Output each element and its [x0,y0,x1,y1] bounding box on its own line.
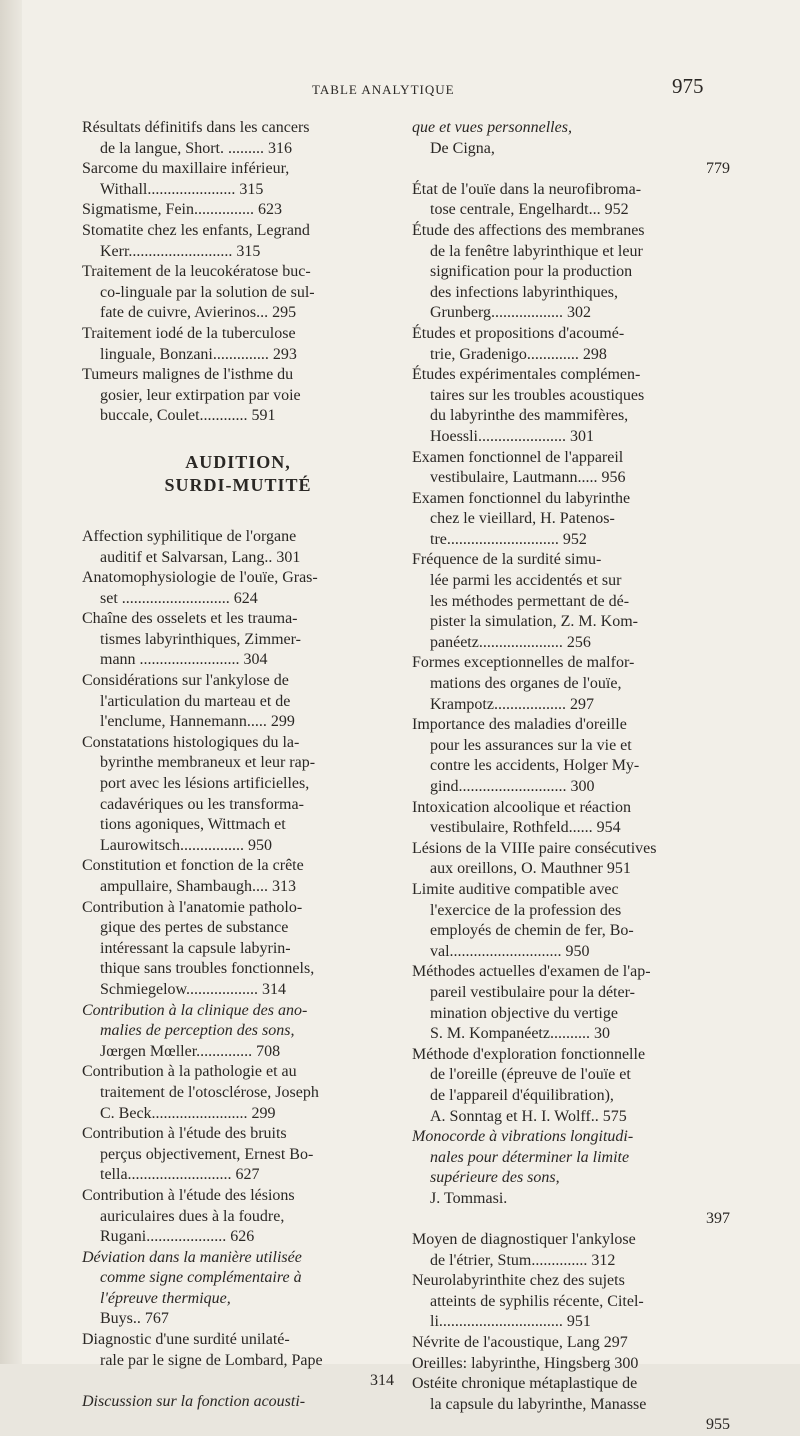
index-entry [82,324,394,365]
index-entry [412,180,730,221]
entry-line: linguale, Bonzani.............. 293 [100,345,297,363]
page-header [22,74,782,104]
entry-line: taires sur les troubles acoustiques [430,386,645,404]
entry-line: de l'étrier, Stum.............. 312 [430,1251,616,1269]
entry-line: vestibulaire, Lautmann..... 956 [430,469,626,487]
index-entry [82,1124,394,1186]
entry-line: Étude des affections des membranes [412,221,645,239]
index-entry [412,1127,730,1230]
index-entry [412,365,730,447]
entry-line: Affection syphilitique de l'organe [82,527,297,545]
entry-line: Examen fonctionnel du labyrinthe [412,489,631,507]
entry-line: pister la simulation, Z. M. Kom- [430,613,638,631]
entry-line: auriculaires dues à la foudre, [100,1207,285,1225]
entry-line: auditif et Salvarsan, Lang.. 301 [100,548,301,566]
entry-line: panéetz..................... 256 [430,633,591,651]
entry-line: Schmiegelow.................. 314 [100,980,287,998]
entry-line-italic: que et vues personnelles, [412,119,572,136]
entry-line: signification pour la production [430,263,633,281]
entry-line: Contribution à l'anatomie patholo- [82,898,303,916]
index-entry [412,324,730,365]
entry-line: pour les assurances sur la vie et [430,736,632,754]
entry-line: Contribution à la pathologie et au [82,1063,297,1081]
index-entry [82,159,394,200]
entry-line: lée parmi les accidentés et sur [430,572,622,590]
left-entries [82,527,394,1413]
entry-line: Grunberg.................. 302 [430,304,592,322]
entry-line: la capsule du labyrinthe, Manasse [430,1395,647,1413]
entry-line: byrinthe membraneux et leur rap- [100,754,316,772]
entry-line: C. Beck........................ 299 [100,1104,276,1122]
entry-line: Buys.. 767 [100,1310,169,1328]
index-entry [82,1330,394,1392]
index-entry [82,856,394,897]
entry-line: tions agoniques, Wittmach et [100,816,286,834]
entry-line: contre les accidents, Holger My- [430,757,640,775]
index-entry [82,898,394,1001]
index-entry [82,671,394,733]
entry-line: li............................... 951 [430,1313,591,1331]
entry-line: tella.......................... 627 [100,1166,260,1184]
entry-line: Formes exceptionnelles de malfor- [412,654,635,672]
entry-line: trie, Gradenigo............. 298 [430,345,607,363]
entry-line: Études expérimentales complémen- [412,366,641,384]
entry-line: S. M. Kompanéetz.......... 30 [430,1025,610,1043]
entry-line: aux oreillons, O. Mauthner 951 [430,860,631,878]
entry-line: gind........................... 300 [430,778,595,795]
entry-line: De Cigna, [430,139,495,157]
entry-line: Traitement de la leucokératose buc- [82,263,311,281]
entry-line: mann ......................... 304 [100,651,268,669]
index-entry [412,715,730,797]
entry-line: Krampotz.................. 297 [430,695,594,713]
index-entry [412,798,730,839]
index-entry [82,262,394,324]
entry-line: 955 [706,1416,730,1434]
entry-line: gique des pertes de substance [100,919,289,937]
page-number: 975 [672,74,704,98]
entry-line: Études et propositions d'acoumé- [412,324,625,342]
index-entry [412,221,730,324]
entry-line-italic: malies de perception des sons, [100,1022,295,1040]
entry-line: du labyrinthe des mammifères, [430,407,629,425]
entry-line: des infections labyrinthiques, [430,283,618,301]
entry-line: Anatomophysiologie de l'ouïe, Gras- [82,569,318,587]
index-entry [82,609,394,671]
entry-line-italic: Contribution à la clinique des ano- [82,1001,308,1019]
index-entry [412,653,730,715]
index-entry [412,1230,730,1271]
entry-line: employés de chemin de fer, Bo- [430,922,634,940]
entry-line-italic: supérieure des sons, [430,1169,560,1187]
entry-line: Oreilles: labyrinthe, Hingsberg 300 [412,1354,639,1372]
index-entry [82,527,394,568]
entry-line: pareil vestibulaire pour la déter- [430,983,635,1001]
entry-line: 779 [706,160,730,178]
entry-line: Limite auditive compatible avec [412,880,619,898]
entry-line-italic: l'épreuve thermique, [100,1289,231,1307]
entry-line: de la langue, Short. ......... 316 [100,139,292,157]
index-entry [82,733,394,857]
entry-line: rale par le signe de Lombard, Pape [100,1351,323,1369]
section-title [82,451,394,497]
index-entry [412,448,730,489]
entry-line: val............................ 950 [430,942,590,960]
entry-line: État de l'ouïe dans la neurofibroma- [412,180,642,198]
entry-line: Tumeurs malignes de l'isthme du [82,366,294,384]
entry-line-italic: comme signe complémentaire à [100,1269,302,1287]
entry-line: 314 [370,1372,394,1390]
left-column [82,118,394,1412]
index-entry [82,568,394,609]
entry-line: traitement de l'otosclérose, Joseph [100,1083,319,1101]
entry-line: Contribution à l'étude des lésions [82,1186,295,1204]
index-entry [412,489,730,551]
entry-line: vestibulaire, Rothfeld...... 954 [430,819,621,837]
entry-line: cadavériques ou les transforma- [100,795,304,813]
index-entry [412,118,730,180]
entry-line: Névrite de l'acoustique, Lang 297 [412,1334,628,1352]
entry-line: Stomatite chez les enfants, Legrand [82,221,310,239]
entry-line: Ostéite chronique métaplastique de [412,1375,638,1393]
entry-line: de l'appareil d'équilibration), [430,1086,614,1104]
entry-line-italic: nales pour déterminer la limite [430,1148,630,1166]
entry-line: Considérations sur l'ankylose de [82,672,289,690]
entry-line: port avec les lésions artificielles, [100,775,310,793]
entry-line: Rugani.................... 626 [100,1228,255,1246]
entry-line: Sarcome du maxillaire inférieur, [82,160,290,178]
entry-line: fate de cuivre, Avierinos... 295 [100,304,297,322]
entry-line: Hoessli...................... 301 [430,427,594,445]
entry-line: chez le vieillard, H. Patenos- [430,510,615,528]
entry-line: Moyen de diagnostiquer l'ankylose [412,1231,636,1249]
entry-line: buccale, Coulet............ 591 [100,407,276,425]
entry-line: gosier, leur extirpation par voie [100,386,301,404]
entry-line: mination objective du vertige [430,1004,618,1022]
section-title-line-1: AUDITION, [185,451,291,472]
entry-line: de l'oreille (épreuve de l'ouïe et [430,1066,631,1084]
index-entry [412,1333,730,1354]
entry-line: intéressant la capsule labyrin- [100,939,291,957]
entry-line: Méthode d'exploration fonctionnelle [412,1045,646,1063]
entry-line: Kerr.......................... 315 [100,242,261,260]
index-entry [82,1062,394,1124]
entry-line: Constatations histologiques du la- [82,733,300,751]
entry-line: set ........................... 624 [100,589,258,607]
index-entry [82,200,394,221]
index-entry [82,1248,394,1330]
entry-line: tismes labyrinthiques, Zimmer- [100,630,301,648]
entry-line: atteints de syphilis récente, Citel- [430,1292,644,1310]
entry-line: Importance des maladies d'oreille [412,716,627,734]
entry-line-italic: Monocorde à vibrations longitudi- [412,1128,634,1146]
entry-line: perçus objectivement, Ernest Bo- [100,1145,314,1163]
entry-line: l'articulation du marteau et de [100,692,291,710]
index-entry [82,1392,394,1413]
index-entry [82,118,394,159]
entry-line: Sigmatisme, Fein............... 623 [82,201,282,219]
index-entry [412,880,730,962]
index-entry [412,1374,730,1436]
entry-line: co-linguale par la solution de sul- [100,283,315,301]
index-entry [82,221,394,262]
entry-line: Chaîne des osselets et les trauma- [82,610,298,628]
index-entry [412,1045,730,1127]
index-entry [82,365,394,427]
left-entries-top [82,118,394,427]
entry-line: Intoxication alcoolique et réaction [412,798,632,816]
entry-line: Traitement iodé de la tuberculose [82,324,296,342]
entry-line-italic: Déviation dans la manière utilisée [82,1248,302,1266]
right-column [412,118,730,1436]
entry-line: mations des organes de l'ouïe, [430,675,622,693]
entry-line: de la fenêtre labyrinthique et leur [430,242,643,260]
entry-line: l'enclume, Hannemann..... 299 [100,713,295,731]
index-entry [412,839,730,880]
index-entry [412,550,730,653]
entry-line: l'exercice de la profession des [430,901,622,919]
running-title: TABLE ANALYTIQUE [312,82,455,97]
index-entry [82,1186,394,1248]
entry-line: Laurowitsch................ 950 [100,836,272,854]
entry-line: Jœrgen Mœller.............. 708 [100,1042,281,1060]
entry-line: Fréquence de la surdité simu- [412,551,602,569]
entry-line: tose centrale, Engelhardt... 952 [430,201,629,219]
entry-line-italic: Discussion sur la fonction acousti- [82,1392,306,1410]
entry-line: Lésions de la VIIIe paire consécutives [412,839,657,857]
section-title-line-2: SURDI-MUTITÉ [164,474,312,495]
entry-line: Diagnostic d'une surdité unilaté- [82,1331,290,1349]
index-entry [412,962,730,1044]
entry-line: thique sans troubles fonctionnels, [100,960,315,978]
index-entry [82,1001,394,1063]
entry-line: Neurolabyrinthite chez des sujets [412,1272,625,1290]
entry-line: 397 [706,1210,730,1228]
entry-line: Constitution et fonction de la crête [82,857,304,875]
right-entries [412,118,730,1436]
index-entry [412,1271,730,1333]
entry-line: ampullaire, Shambaugh.... 313 [100,878,296,895]
entry-line: Méthodes actuelles d'examen de l'ap- [412,963,651,981]
entry-line: Résultats définitifs dans les cancers [82,119,310,136]
entry-line: Contribution à l'étude des bruits [82,1125,287,1143]
entry-line: A. Sonntag et H. I. Wolff.. 575 [430,1107,627,1125]
entry-line: tre............................ 952 [430,530,587,548]
entry-line: Examen fonctionnel de l'appareil [412,448,624,466]
entry-line: les méthodes permettant de dé- [430,592,630,610]
entry-line: J. Tommasi. [430,1189,508,1207]
book-page [22,0,800,1434]
entry-line: Withall...................... 315 [100,180,264,198]
